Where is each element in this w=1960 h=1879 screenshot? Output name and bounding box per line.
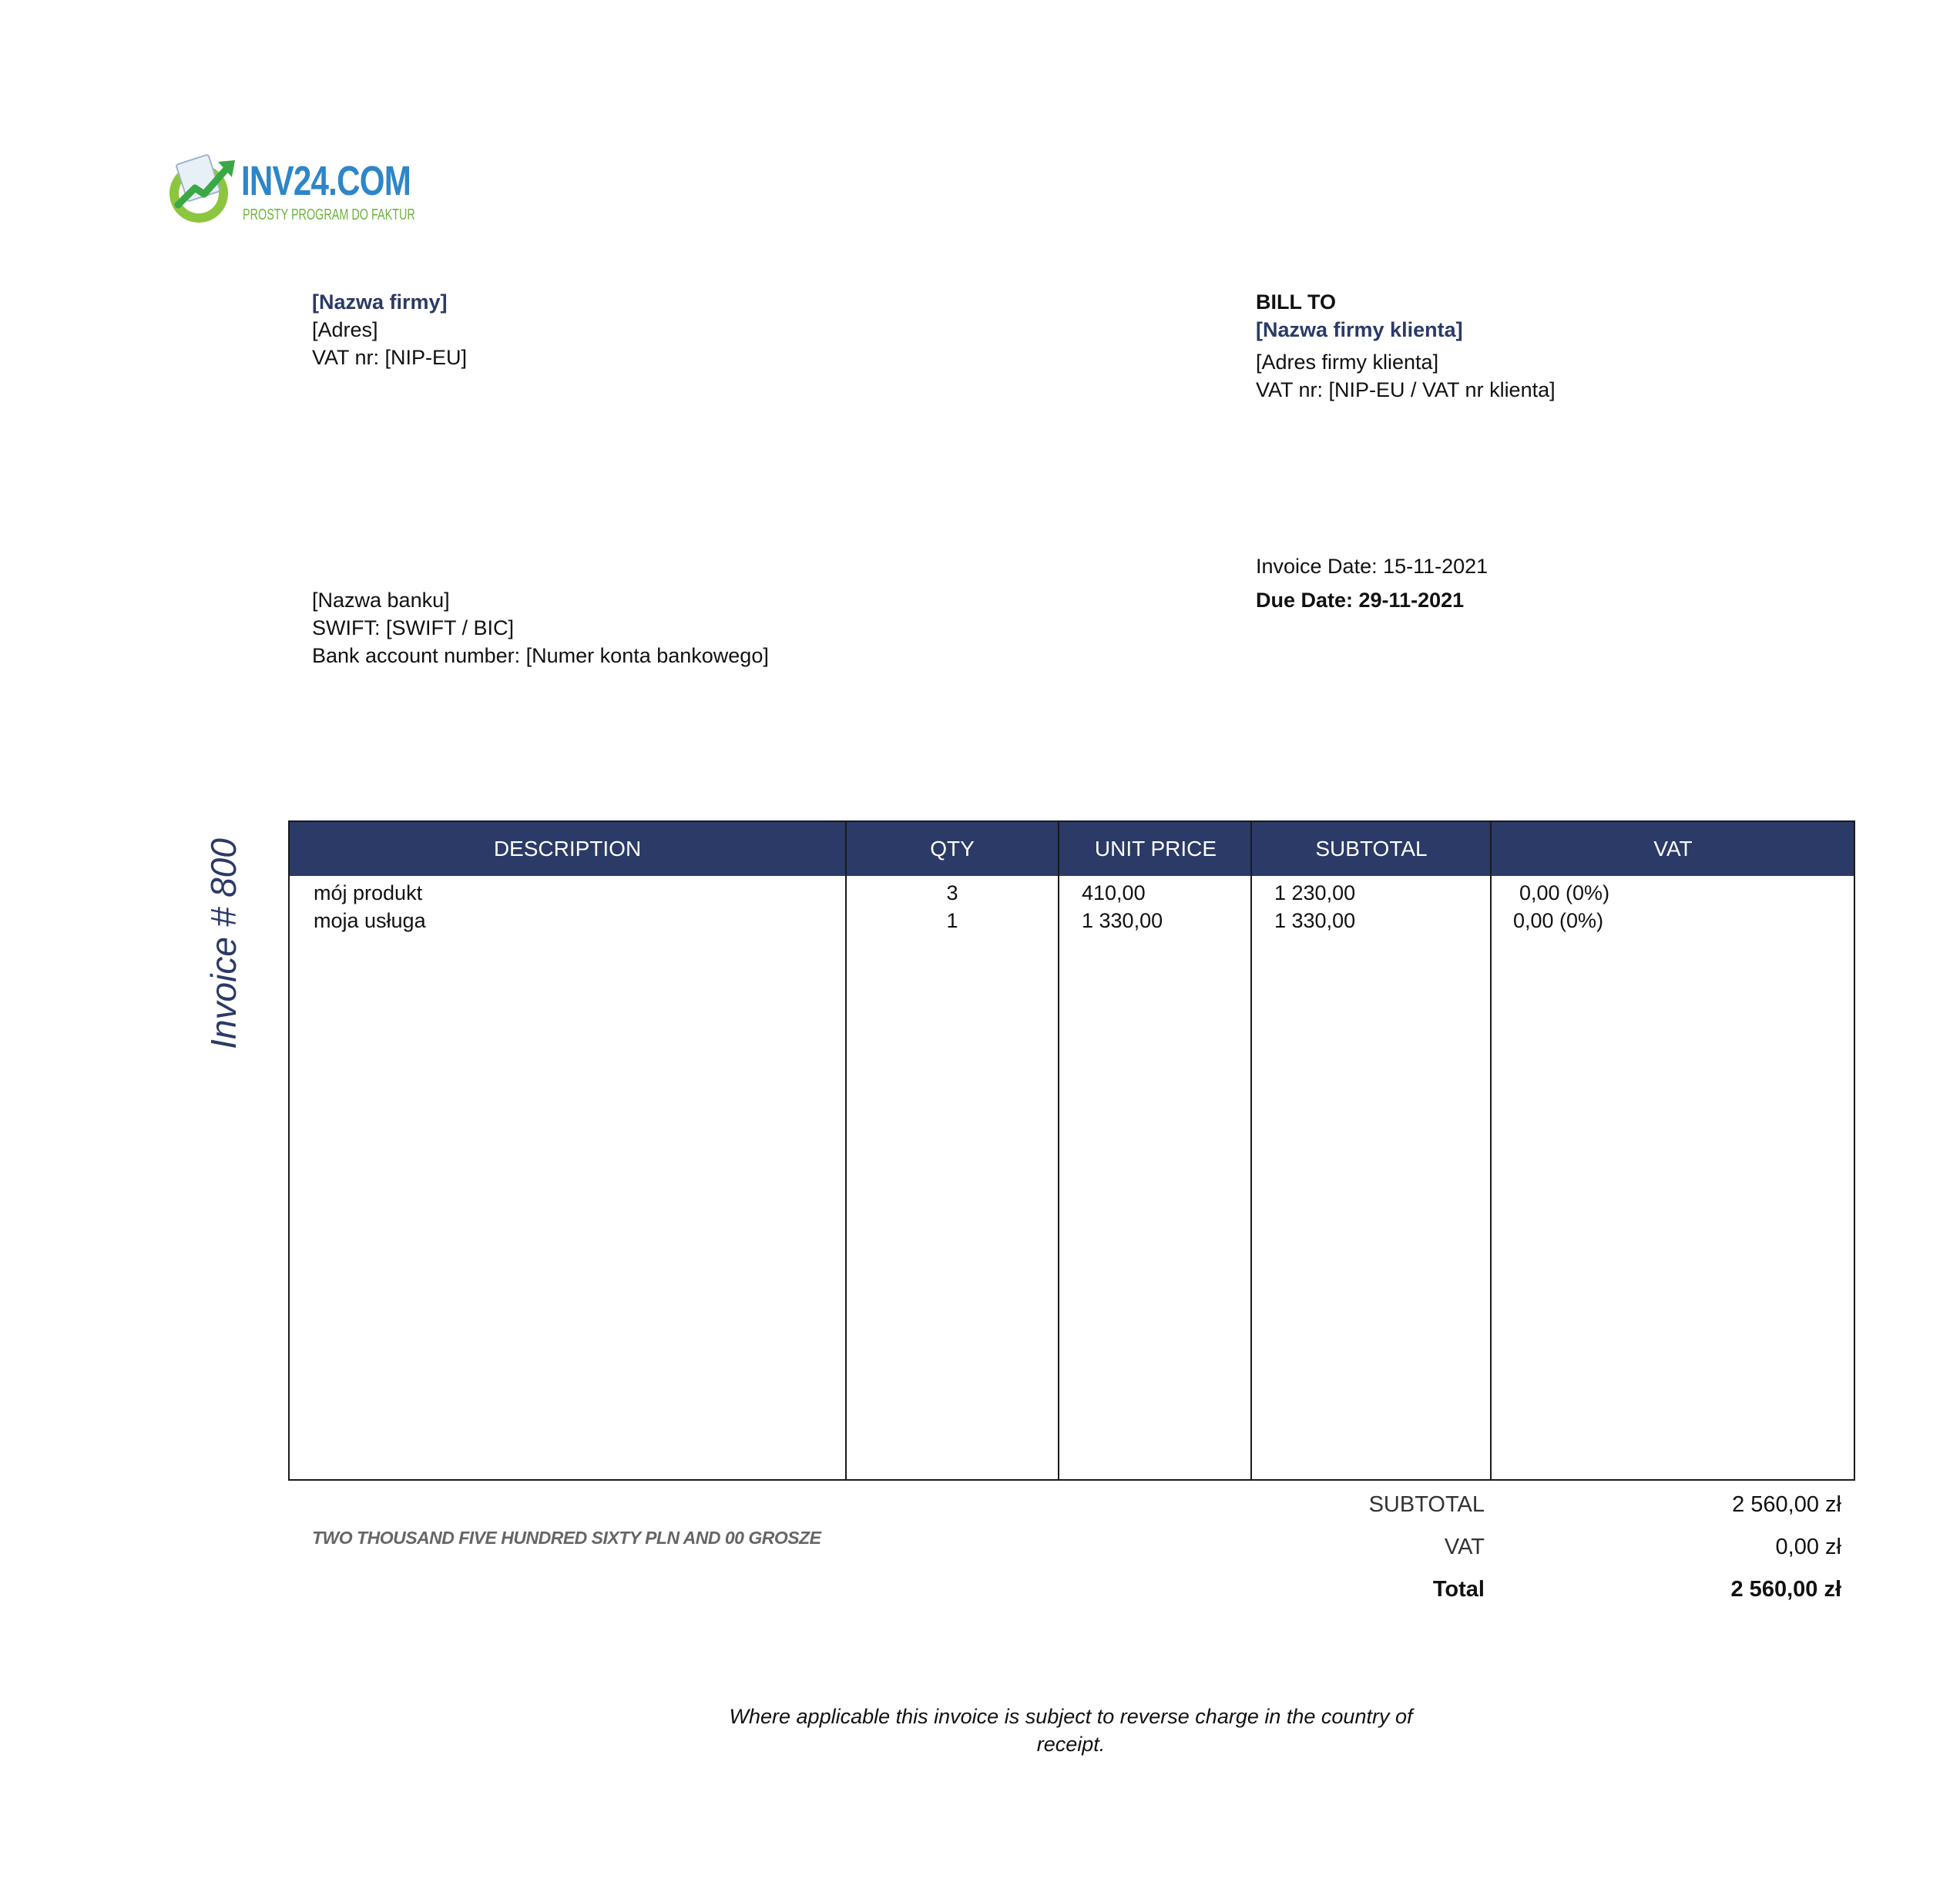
row-vat: 0,00 (0%): [1519, 881, 1610, 904]
row-description: moja usługa: [314, 909, 426, 932]
amount-in-words: TWO THOUSAND FIVE HUNDRED SIXTY PLN AND 00 GROSZE: [312, 1528, 821, 1548]
invoice-number: Invoice # 800: [203, 838, 243, 1049]
seller-vat: VAT nr: [NIP-EU]: [312, 346, 468, 369]
seller-block: [312, 288, 467, 371]
header-subtotal: SUBTOTAL: [1315, 837, 1428, 861]
vat-value: 0,00 zł: [1775, 1535, 1841, 1559]
header-vat: VAT: [1653, 837, 1693, 861]
row-vat: 0,00 (0%): [1513, 909, 1604, 932]
dates-block: [1256, 552, 1488, 614]
bill-to-block: [1256, 288, 1556, 404]
table-header: [290, 822, 1854, 876]
subtotal-value: 2 560,00 zł: [1732, 1492, 1841, 1517]
items-table: [288, 820, 1855, 1481]
row-qty: 1: [946, 909, 958, 932]
column-divider: [1250, 822, 1252, 1479]
total-value: 2 560,00 zł: [1730, 1577, 1841, 1602]
header-description: DESCRIPTION: [493, 837, 642, 861]
row-unit-price: 1 330,00: [1082, 909, 1163, 932]
total-label: Total: [1432, 1577, 1485, 1602]
row-subtotal: 1 230,00: [1274, 881, 1356, 904]
due-date: Due Date: 29-11-2021: [1256, 589, 1465, 612]
seller-address: [Adres]: [312, 318, 378, 341]
logo-tagline: PROSTY PROGRAM DO FAKTUR: [243, 206, 415, 223]
bank-account: Bank account number: [Numer konta bankowego]: [312, 644, 769, 667]
row-description: mój produkt: [314, 881, 423, 904]
header-unit-price: UNIT PRICE: [1094, 837, 1217, 861]
bank-swift: SWIFT: [SWIFT / BIC]: [312, 616, 514, 639]
row-qty: 3: [946, 881, 958, 904]
bill-to-heading: BILL TO: [1256, 290, 1337, 314]
client-company: [Nazwa firmy klienta]: [1256, 318, 1463, 341]
row-unit-price: 410,00: [1082, 881, 1146, 904]
row-subtotal: 1 330,00: [1274, 909, 1356, 932]
invoice-date: Invoice Date: 15-11-2021: [1256, 555, 1488, 578]
subtotal-label: SUBTOTAL: [1368, 1492, 1485, 1517]
seller-company: [Nazwa firmy]: [312, 290, 448, 314]
column-divider: [1490, 822, 1492, 1479]
client-vat: VAT nr: [NIP-EU / VAT nr klienta]: [1256, 378, 1556, 401]
vat-label: VAT: [1444, 1535, 1485, 1559]
bank-name: [Nazwa banku]: [312, 589, 450, 612]
logo-icon: [164, 151, 249, 236]
bank-block: [312, 586, 769, 669]
logo-name: INV24.COM: [241, 158, 411, 204]
header-qty: QTY: [930, 837, 975, 861]
client-address: [Adres firmy klienta]: [1256, 351, 1439, 374]
reverse-charge-note: Where applicable this invoice is subject to reverse charge in the country of receipt.: [729, 1705, 1413, 1756]
